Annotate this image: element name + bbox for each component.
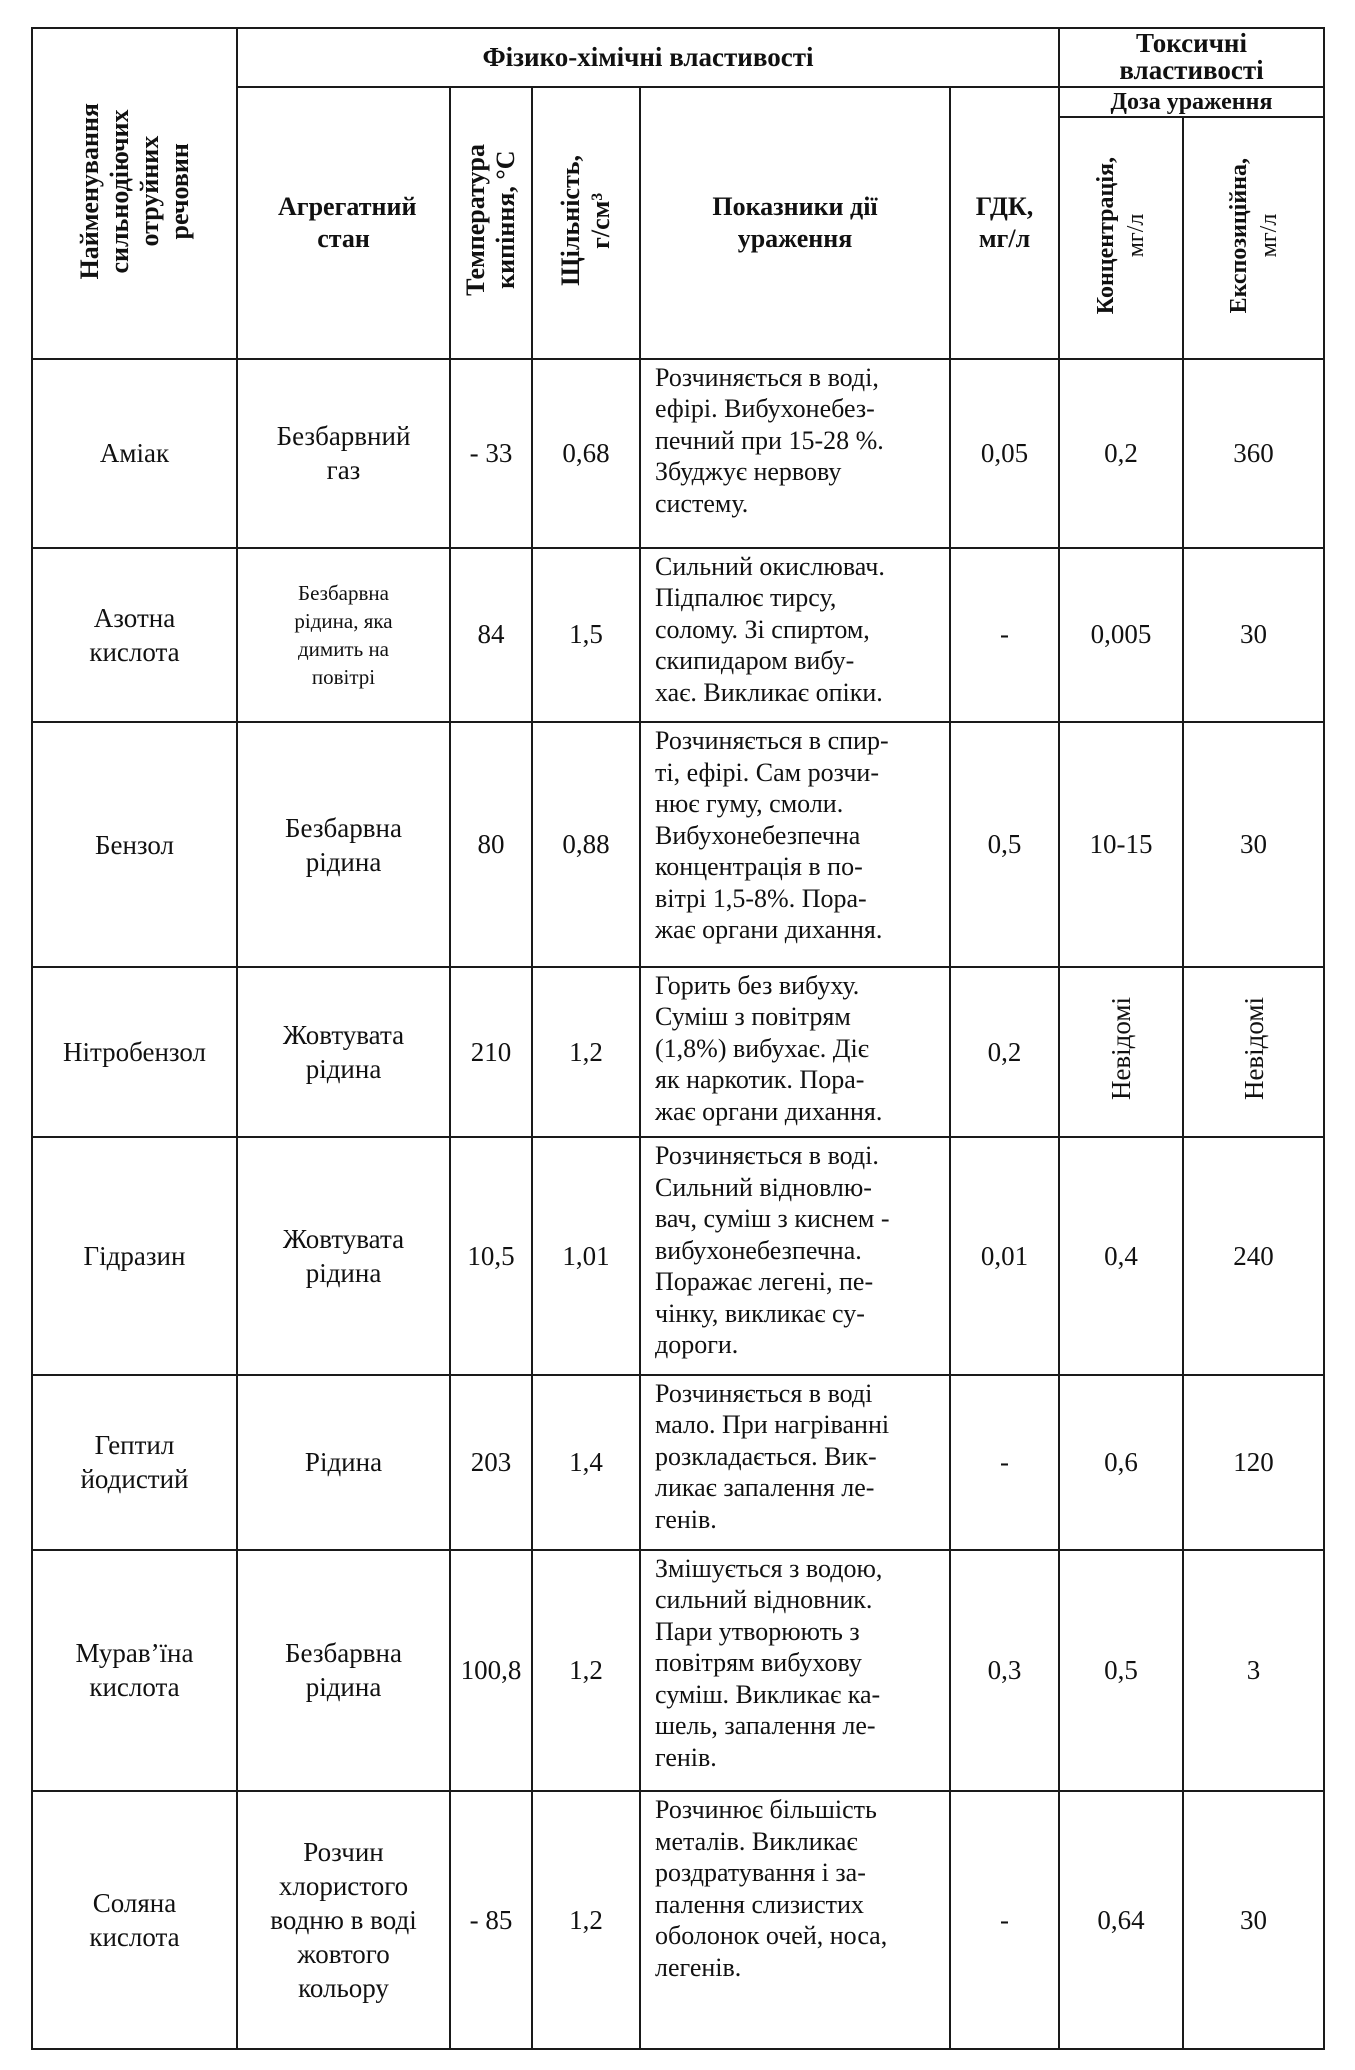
text-line: хає. Викликає опіки. xyxy=(655,677,883,707)
aggregate-state xyxy=(237,1550,450,1792)
text-line: Розчиняється в воді, xyxy=(655,362,879,392)
text-line: Суміш з повітрям xyxy=(655,1002,851,1032)
table-row xyxy=(32,722,1324,967)
text-line: повітрі xyxy=(311,664,376,689)
exposure-value: 120 xyxy=(1183,1375,1324,1550)
table-row xyxy=(32,1137,1324,1375)
mac-value: - xyxy=(950,1375,1059,1550)
text-line: шель, запалення ле- xyxy=(655,1711,876,1740)
concentration-value: 0,4 xyxy=(1059,1137,1183,1375)
text-line: вибухонебезпечна. xyxy=(655,1235,862,1265)
exposure-column-header xyxy=(1183,117,1324,359)
density: 0,68 xyxy=(532,359,640,548)
text-line: нює гуму, смоли. xyxy=(655,789,844,819)
density: 1,2 xyxy=(532,1791,640,2049)
aggregate-state xyxy=(237,722,450,967)
mac-value: 0,2 xyxy=(950,967,1059,1138)
substance-name xyxy=(32,1791,237,2049)
density: 1,2 xyxy=(532,1550,640,1792)
text-line: Нітробензол xyxy=(62,1037,207,1068)
aggregate-state xyxy=(237,1791,450,2049)
boiling-column-header-text: Температура кипіння, °С xyxy=(461,144,520,297)
unknown-label: Невідомі xyxy=(1106,997,1136,1101)
text-line: рідина, яка xyxy=(294,608,393,633)
text-line: Безбарвна xyxy=(285,812,402,843)
exposure-value: 30 xyxy=(1183,1791,1324,2049)
aggregate-state xyxy=(237,1375,450,1550)
text-line: ликає запалення ле- xyxy=(655,1473,875,1503)
substance-name xyxy=(32,722,237,967)
effects-description xyxy=(640,722,950,967)
mac-value: - xyxy=(950,548,1059,723)
text-line: Поражає легені, пе- xyxy=(655,1267,874,1297)
text-line: генів. xyxy=(655,1504,717,1534)
text-line: концентрація в по- xyxy=(655,852,863,882)
text-line: рідина xyxy=(305,846,382,877)
text-line: скипидаром вибу- xyxy=(655,646,855,676)
concentration-value xyxy=(1059,967,1183,1138)
text-line: печний при 15-28 %. xyxy=(655,425,884,455)
text-line: Розчин xyxy=(303,1837,384,1868)
text-line: Рідина xyxy=(304,1447,383,1478)
table-row xyxy=(32,1375,1324,1550)
table-row xyxy=(32,1791,1324,2049)
text-line: Збуджує нервову xyxy=(655,457,842,487)
substance-name xyxy=(32,967,237,1138)
text-line: Розчиняється в воді xyxy=(655,1378,873,1408)
mac-value: 0,05 xyxy=(950,359,1059,548)
effects-description xyxy=(640,359,950,548)
table-row xyxy=(32,359,1324,548)
concentration-value: 0,2 xyxy=(1059,359,1183,548)
text-line: Пари утворюють з xyxy=(655,1616,860,1646)
density-column-header-text: Щільність, г/см³ xyxy=(556,154,615,286)
text-line: металів. Викликає xyxy=(655,1826,858,1856)
text-line: Жовтувата xyxy=(282,1224,405,1255)
density: 1,4 xyxy=(532,1375,640,1550)
boiling-point: 100,8 xyxy=(450,1550,532,1792)
text-line: йодистий xyxy=(80,1464,189,1495)
text-line: палення слизистих xyxy=(655,1889,864,1919)
effects-column-header: Показники дії ураження xyxy=(640,87,950,359)
table-row xyxy=(32,548,1324,723)
boiling-point: 10,5 xyxy=(450,1137,532,1375)
mac-value: - xyxy=(950,1791,1059,2049)
text-line: Аміак xyxy=(99,438,170,469)
text-line: Бензол xyxy=(94,829,175,860)
text-line: Розчиняється в воді. xyxy=(655,1141,879,1171)
boiling-point: - 85 xyxy=(450,1791,532,2049)
text-line: Сильний відновлю- xyxy=(655,1172,872,1202)
text-line: газ xyxy=(326,455,361,486)
text-line: кольору xyxy=(298,1973,389,2004)
boiling-column-header xyxy=(450,87,532,359)
text-line: Безбарвна xyxy=(298,580,389,605)
state-column-header: Агрегатний стан xyxy=(237,87,450,359)
text-line: кислота xyxy=(89,636,180,667)
text-line: Гептил xyxy=(94,1430,175,1461)
concentration-value: 0,5 xyxy=(1059,1550,1183,1792)
concentration-value: 10-15 xyxy=(1059,722,1183,967)
concentration-column-header xyxy=(1059,117,1183,359)
text-line: жає органи дихання. xyxy=(655,1096,883,1126)
concentration-value: 0,6 xyxy=(1059,1375,1183,1550)
substance-name xyxy=(32,359,237,548)
aggregate-state xyxy=(237,1137,450,1375)
name-column-header-text: Найменування сильнодіючих отруйних речовин xyxy=(74,102,194,280)
effects-description xyxy=(640,1375,950,1550)
effects-description xyxy=(640,1550,950,1792)
effects-description xyxy=(640,1791,950,2049)
text-line: систему. xyxy=(655,488,749,518)
name-column-header xyxy=(32,28,237,359)
boiling-point: - 33 xyxy=(450,359,532,548)
table-row xyxy=(32,1550,1324,1792)
boiling-point: 80 xyxy=(450,722,532,967)
text-line: димить на xyxy=(297,636,389,661)
text-line: рідина xyxy=(305,1258,382,1289)
text-line: легенів. xyxy=(655,1952,742,1982)
text-line: рідина xyxy=(305,1672,382,1703)
boiling-point: 84 xyxy=(450,548,532,723)
density-column-header xyxy=(532,87,640,359)
text-line: розкладається. Вик- xyxy=(655,1441,877,1471)
mac-value: 0,5 xyxy=(950,722,1059,967)
text-line: (1,8%) вибухає. Діє xyxy=(655,1033,869,1063)
exposure-value: 30 xyxy=(1183,722,1324,967)
effects-description xyxy=(640,967,950,1138)
header-row-1 xyxy=(32,28,1324,87)
density: 1,01 xyxy=(532,1137,640,1375)
text-line: Сильний окислювач. xyxy=(655,551,885,581)
text-line: Розчинює більшість xyxy=(655,1795,877,1825)
text-line: чінку, викликає су- xyxy=(655,1298,865,1328)
text-line: Підпалює тирсу, xyxy=(655,583,837,613)
text-line: вач, суміш з киснем - xyxy=(655,1204,890,1234)
text-line: Безбарвний xyxy=(276,421,411,452)
text-line: хлористого xyxy=(278,1871,409,1902)
aggregate-state xyxy=(237,359,450,548)
density: 1,5 xyxy=(532,548,640,723)
effects-description xyxy=(640,1137,950,1375)
boiling-point: 203 xyxy=(450,1375,532,1550)
text-line: Соляна xyxy=(92,1888,177,1919)
text-line: роздратування і за- xyxy=(655,1858,866,1888)
text-line: як наркотик. Пора- xyxy=(655,1065,865,1095)
physchem-group-header: Фізико-хімічні властивості xyxy=(237,28,1059,87)
toxic-group-header xyxy=(1059,28,1324,87)
unknown-label: Невідомі xyxy=(1238,997,1269,1101)
exposure-value: 240 xyxy=(1183,1137,1324,1375)
text-line: водню в воді xyxy=(270,1905,417,1936)
exposure-value: 3 xyxy=(1183,1550,1324,1792)
text-line: Мурав’їна xyxy=(75,1638,194,1669)
text-line: Вибухонебезпечна xyxy=(655,820,861,850)
text-line: кислота xyxy=(89,1922,180,1953)
text-line: мало. При нагріванні xyxy=(655,1410,890,1440)
substance-name xyxy=(32,548,237,723)
table-row xyxy=(32,967,1324,1138)
aggregate-state xyxy=(237,967,450,1138)
exposure-value: 360 xyxy=(1183,359,1324,548)
exposure-value xyxy=(1183,967,1324,1138)
text-line: Розчиняється в спир- xyxy=(655,726,889,756)
exposure-column-header-text: Експозиційна, мг/л xyxy=(1225,157,1282,314)
substances-table xyxy=(31,27,1325,2050)
substance-name xyxy=(32,1137,237,1375)
text-line: вітрі 1,5-8%. Пора- xyxy=(655,883,867,913)
density: 0,88 xyxy=(532,722,640,967)
dose-group-header: Доза ураження xyxy=(1059,87,1324,117)
effects-description xyxy=(640,548,950,723)
mac-value: 0,01 xyxy=(950,1137,1059,1375)
text-line: дороги. xyxy=(655,1330,739,1360)
text-line: суміш. Викликає ка- xyxy=(655,1679,881,1709)
concentration-value: 0,64 xyxy=(1059,1791,1183,2049)
text-line: ті, ефірі. Сам розчи- xyxy=(655,757,879,787)
text-line: жає органи дихання. xyxy=(655,915,883,945)
text-line: генів. xyxy=(655,1742,717,1772)
text-line: повітрям вибухову xyxy=(655,1648,862,1677)
substance-name xyxy=(32,1550,237,1792)
text-line: оболонок очей, носа, xyxy=(655,1921,888,1951)
text-line: Гідразин xyxy=(83,1241,186,1272)
boiling-point: 210 xyxy=(450,967,532,1138)
text-line: солому. Зі спиртом, xyxy=(655,614,870,644)
text-line: Горить без вибуху. xyxy=(655,970,860,1000)
text-line: кислота xyxy=(89,1672,180,1703)
text-line: Безбарвна xyxy=(285,1638,402,1669)
mac-value: 0,3 xyxy=(950,1550,1059,1792)
concentration-value: 0,005 xyxy=(1059,548,1183,723)
text-line: ефірі. Вибухонебез- xyxy=(655,394,875,424)
density: 1,2 xyxy=(532,967,640,1138)
concentration-column-header-text: Концентрація, мг/л xyxy=(1093,156,1149,315)
text-line: сильний відновник. xyxy=(655,1585,873,1614)
text-line: жовтого xyxy=(297,1939,390,1970)
substance-name xyxy=(32,1375,237,1550)
mac-column-header: ГДК, мг/л xyxy=(950,87,1059,359)
aggregate-state xyxy=(237,548,450,723)
exposure-value: 30 xyxy=(1183,548,1324,723)
text-line: Змішується з водою, xyxy=(655,1553,883,1583)
text-line: рідина xyxy=(305,1054,382,1085)
text-line: Азотна xyxy=(93,602,176,633)
text-line: Жовтувата xyxy=(282,1020,405,1051)
toxic-group-header-text: Токсичні властивості xyxy=(1119,28,1264,86)
